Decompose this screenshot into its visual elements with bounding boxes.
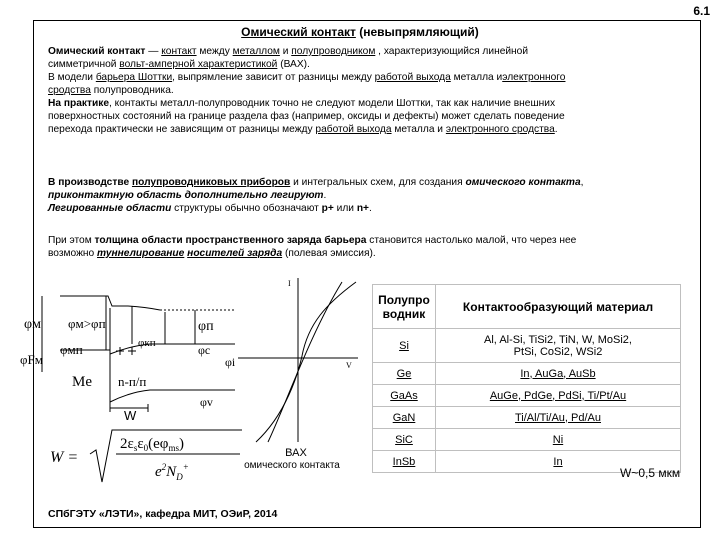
vacuum-level-line (60, 296, 160, 310)
label-n-type: n-п/п (118, 374, 147, 389)
link-tunneling[interactable]: туннелирование (97, 248, 185, 259)
label-me: Me (72, 374, 92, 390)
label-phi-p: φп (198, 319, 214, 334)
tunneling-paragraph: При этом толщина области пространственного заряда барьера становится настолько малой, что через нее возможно туннелирование носителей заряда (полевая эмиссия). (48, 235, 577, 259)
link-semiconductor[interactable]: полупроводником (291, 46, 376, 57)
label-phi-fm: φFм (20, 352, 43, 367)
header-contact-material: Контактообразующий материал (436, 285, 681, 329)
table-row: InSb In (373, 451, 681, 473)
slide-number: 6.1 (693, 4, 710, 18)
title-rest: (невыпрямляющий) (355, 25, 479, 39)
production-paragraph: В производстве полупроводниковых приборов и интегральных схем, для создания омического контакта, приконтактную область дополнительно легируют. Легированные области структуры обычно обозначают p+ или n+. (48, 177, 584, 214)
slide-title (0, 25, 720, 39)
iv-curve (256, 282, 356, 442)
label-phi-i: φi (225, 355, 236, 369)
intro-paragraph: Омический контакт — контакт между металлом и полупроводником , характеризующийся линейной симметричной вольт-амперной характеристикой (ВАХ). В модели барьера Шоттки, выпрямление зависит от разницы между работой выхода металла иэлектронного сродства полупроводника. На практике, контакты металл-полупроводник точно не следуют модели Шоттки, так как наличие внешних поверхностных состояний на границе раздела фаз (например, оксиды и дефекты) может сделать поведение перехода практически не зависящим от разницы между работой выхода металла и электронного сродства. (48, 46, 566, 135)
table-header-row (373, 285, 681, 329)
label-phi-kp: φкп (138, 337, 156, 349)
label-w: W (124, 408, 137, 423)
label-phi-m-gt-phi-p: φм>φп (68, 316, 106, 331)
link-iv-characteristic[interactable]: вольт-амперной характеристикой (119, 59, 278, 70)
link-work-function-2[interactable]: работой выхода (315, 124, 392, 135)
table-row: GaAs AuGe, PdGe, PdSi, Ti/Pt/Au (373, 385, 681, 407)
link-work-function[interactable]: работой выхода (374, 72, 451, 83)
link-semiconductor-devices[interactable]: полупроводниковых приборов (131, 177, 291, 188)
link-electron-affinity[interactable]: электронного сродства (445, 124, 555, 135)
label-phi-mp: φмп (60, 342, 83, 357)
link-contact[interactable]: контакт (161, 46, 197, 57)
table-row: SiC Ni (373, 429, 681, 451)
svg-text:W =: W = (50, 449, 79, 466)
iv-y-label: I (288, 279, 291, 288)
label-phi-v: φv (200, 395, 213, 409)
w-note: W~0,5 мкм (620, 466, 681, 480)
iv-curve-2 (268, 282, 342, 442)
valence-band (110, 390, 235, 402)
table-row: Ge In, AuGa, AuSb (373, 363, 681, 385)
link-charge-carriers[interactable]: носителей заряда (187, 248, 283, 259)
svg-text:2εsε0(eφms): $2\varepsilon_s\varepsilon_0(e\varphi_{ms})$ (120, 436, 184, 453)
header-semiconductor: Полупро водник (373, 285, 436, 329)
table-row: Si Al, Al-Si, TiSi2, TiN, W, MoSi2, PtSi, CoSi2, WSi2 (373, 329, 681, 363)
svg-text:e2ND+: $e^2N_D^+$ (155, 462, 189, 482)
label-phi-m: φм (24, 317, 41, 332)
title-main: Омический контакт (241, 25, 356, 39)
iv-caption-1: ВАХ (285, 447, 307, 459)
footer: СПбГЭТУ «ЛЭТИ», кафедра МИТ, ОЭиР, 2014 (48, 508, 278, 520)
conduction-band (110, 344, 235, 354)
link-electron[interactable]: электронного (502, 72, 566, 83)
iv-x-label: V (346, 361, 352, 370)
band-diagram (20, 282, 250, 497)
link-affinity[interactable]: сродства (48, 85, 91, 96)
link-schottky-barrier[interactable]: барьера Шоттки (95, 72, 173, 83)
iv-chart (226, 274, 361, 474)
depletion-width-formula (50, 430, 242, 482)
table-row: GaN Ti/Al/Ti/Au, Pd/Au (373, 407, 681, 429)
label-phi-c: φc (198, 343, 211, 357)
contact-materials-table (372, 284, 681, 473)
link-metal[interactable]: металлом (232, 46, 280, 57)
iv-caption-2: омического контакта (244, 460, 340, 471)
